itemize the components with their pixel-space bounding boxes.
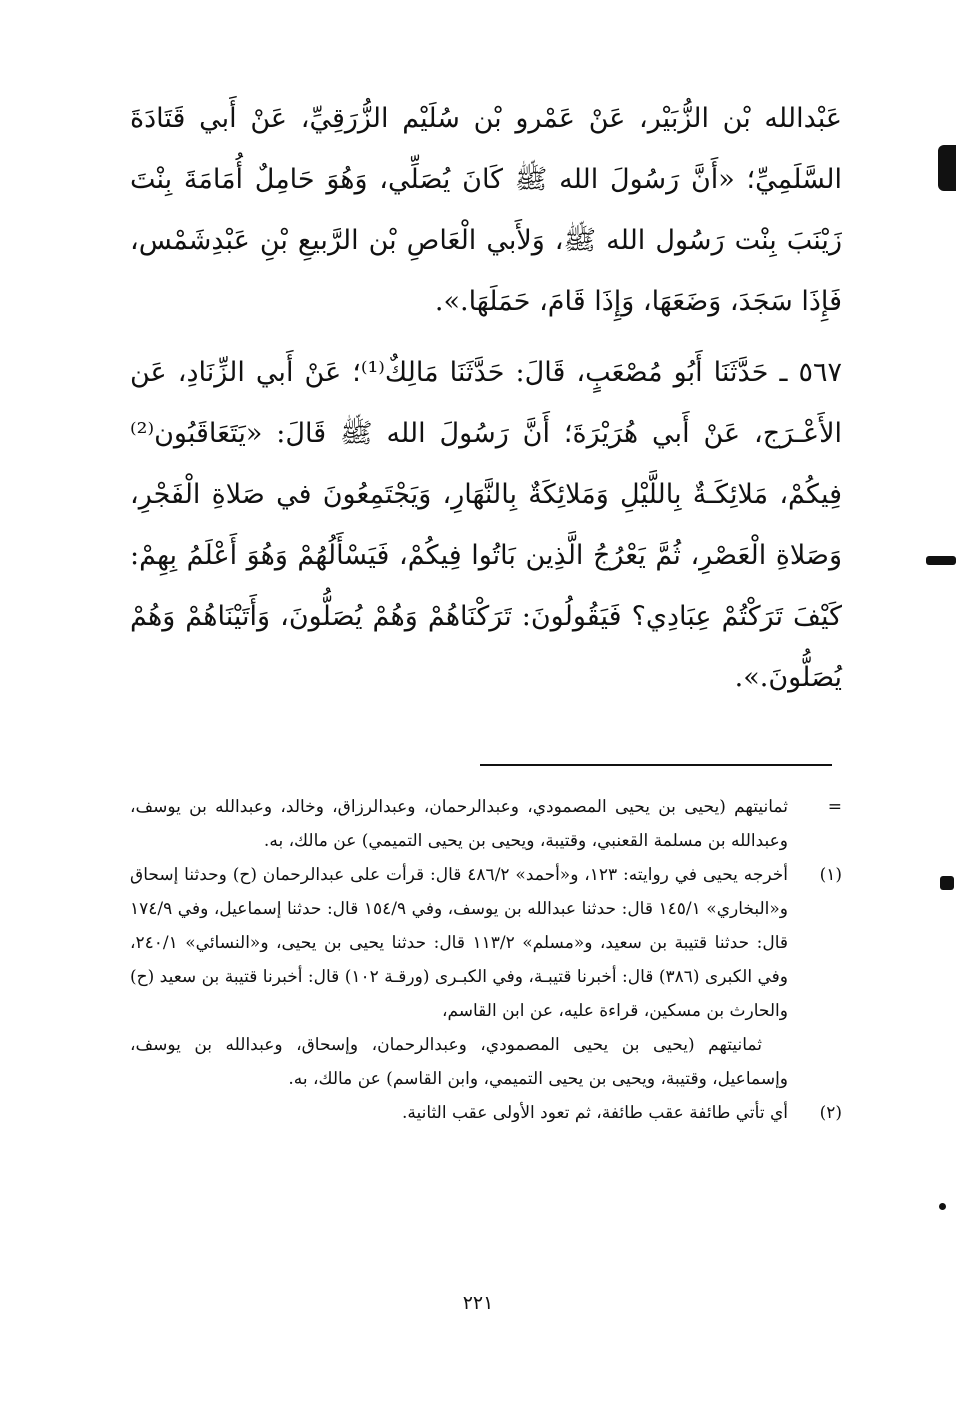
footnote-1-text: أخرجه يحيى في روايته: ١٢٣، و«أحمد» ٤٨٦/٢ قال: قرأت على عبدالرحمان (ح) وحدثنا إسحاق و«البخاري» ١٤٥/١ قال: حدثنا عبدالله بن يوسف، وفي ١٥٤/٩ قال: حدثنا إسماعيل، وفي ١٧٤/٩ قال: حدثنا قتيبة بن سعيد، و«مسلم» ١١٣/٢ قال: حدثنا يحيى بن يحيى، و«النسائي» ٢٤٠/١، وفي الكبرى (٣٨٦) قال: أخبرنا قتيبـة، وفي الكبـرى (ورقـة ١٠٢) قال: أخبرنا قتيبة بن سعيد (ح) والحارث بن مسكين، قراءة عليه، عن ابن القاسم، [130, 865, 789, 1021]
footnote-2 [130, 1096, 842, 1130]
page-number: ٢٢١ [462, 1292, 494, 1314]
footnote-2-marker: (٢) [819, 1103, 842, 1123]
footnote-2-text: أي تأتي طائفة عقب طائفة، ثم تعود الأولى عقب الثانية. [401, 1103, 788, 1123]
hadith-paragraph-567: ٥٦٧ ـ حَدَّثَنَا أَبُو مُصْعَبٍ، قَالَ: حَدَّثَنَا مَالِكٌ⁽¹⁾؛ عَنْ أَبي الزِّنَادِ، عَن الأَعْـرَج، عَنْ أَبي هُرَيْرَةَ؛ أَنَّ رَسُولَ الله ﷺ قَالَ: «يَتَعَاقَبُون⁽²⁾ فِيكُمْ، مَلائِكَـةٌ بِاللَّيْلِ وَمَلائِكَةٌ بِالنَّهَارِ، وَيَجْتَمِعُونَ في صَلاةِ الْفَجْرِ، وَصَلاةِ الْعَصْرِ، ثُمَّ يَعْرُجُ الَّذِين بَاتُوا فِيكُمْ، فَيَسْأَلُهُمْ وَهُوَ أَعْلَمُ بِهِمْ: كَيْفَ تَرَكْتُمْ عِبَادِي؟ فَيَقُولُونَ: تَرَكْنَاهُمْ وَهُمْ يُصَلُّونَ، وَأَتَيْنَاهُمْ وَهُمْ يُصَلُّونَ.». [130, 357, 842, 693]
footnote-1-marker: (١) [819, 865, 842, 885]
scan-artifact-lower [940, 876, 954, 890]
footnotes [130, 790, 842, 1130]
footnote-carry-marker: = [827, 797, 842, 817]
scan-artifact-top [938, 145, 956, 191]
footnote-carry-text: ثمانيتهم (يحيى بن يحيى المصمودي، وعبدالرحمان، وعبدالرزاق، وخالد، وعبدالله بن يوسف، وعبدالله بن مسلمة القعنبي، وقتيبة، ويحيى بن يحيى التميمي) عن مالك، به. [130, 797, 788, 851]
footnote-separator [480, 764, 832, 766]
footnote-1-continuation: ثمانيتهم (يحيى بن يحيى المصمودي، وعبدالرحمان، وإسحاق، وعبدالله بن يوسف، وإسماعيل، وقتيبة، ويحيى بن يحيى التميمي، وابن القاسم) عن مالك، به. [130, 1035, 788, 1089]
footnote-1 [130, 858, 842, 1028]
scan-artifact-dot [939, 1203, 946, 1210]
hadith-paragraph-566-end: عَبْدالله بْن الزُّبَيْر، عَنْ عَمْرو بْن سُلَيْم الزُّرَقِيِّ، عَنْ أَبي قَتَادَةَ السَّلَمِيِّ؛ «أَنَّ رَسُولَ الله ﷺ كَانَ يُصَلِّي، وَهُوَ حَامِلٌ أُمَامَةَ بِنْتَ زَيْنَبَ بِنْت رَسُول الله ﷺ، وَلأَبي الْعَاصِ بْن الرَّبيعِ بْنِ عَبْدِشَمْس، فَإِذَا سَجَدَ، وَضَعَهَا، وَإِذَا قَامَ، حَمَلَهَا.». [130, 103, 842, 317]
scan-artifact-middle [926, 556, 956, 565]
footnote-carryover [130, 790, 842, 858]
main-text [130, 88, 842, 708]
